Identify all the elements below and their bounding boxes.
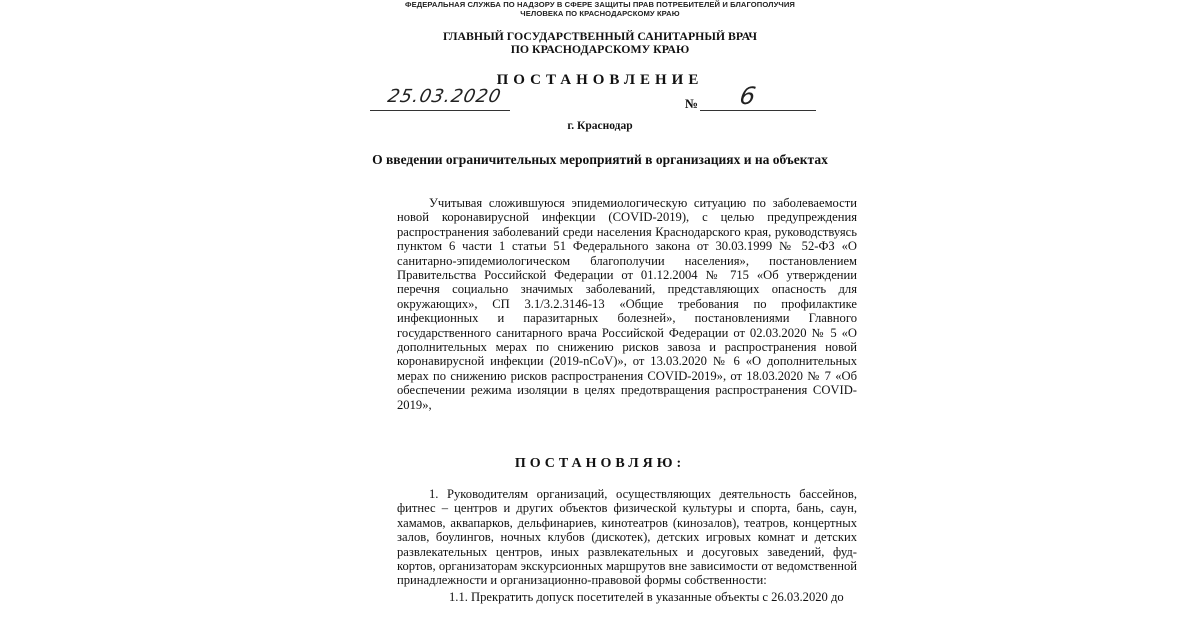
city-line: г. Краснодар bbox=[567, 120, 633, 132]
agency-line-2: ЧЕЛОВЕКА ПО КРАСНОДАРСКОМУ КРАЮ bbox=[520, 9, 680, 18]
preamble-block bbox=[397, 196, 857, 412]
preamble-paragraph: Учитывая сложившуюся эпидемиологическую ситуацию по заболеваемости новой коронавирусной инфекции (COVID-2019), с целью предупреждения распространения заболеваний среди населения Краснодарского края, руководствуясь пунктом 6 части 1 статьи 51 Федерального закона от 30.03.1999 № 52-ФЗ «О санитарно-эпидемиологическом благополучии населения», постановлением Правительства Российской Федерации от 01.12.2004 № 715 «Об утверждении перечня социально значимых заболеваний, представляющих опасность для окружающих», СП 3.1/3.2.3146-13 «Общие требования по профилактике инфекционных и паразитарных болезней», постановлениями Главного государственного санитарного врача Российской Федерации от 02.03.2020 № 5 «О дополнительных мерах по снижению рисков завоза и распространения новой коронавирусной инфекции (2019-nCoV)», от 13.03.2020 № 6 «О дополнительных мерах по снижению рисков распространения COVID-2019», от 18.03.2020 № 7 «Об обеспечении режима изоляции в целях предотвращения распространения COVID-2019», bbox=[397, 196, 857, 412]
handwritten-date: 25.03.2020 bbox=[385, 86, 504, 107]
document-subject: О введении ограничительных мероприятий в организациях и на объектах bbox=[372, 152, 828, 167]
decree-heading: ПОСТАНОВЛЯЮ: bbox=[514, 456, 686, 471]
item-1-1: 1.1. Прекратить допуск посетителей в указанные объекты с 26.03.2020 до bbox=[449, 589, 844, 604]
official-line-1: ГЛАВНЫЙ ГОСУДАРСТВЕННЫЙ САНИТАРНЫЙ ВРАЧ bbox=[443, 29, 757, 43]
number-field bbox=[700, 82, 816, 111]
document-title: ПОСТАНОВЛЕНИЕ bbox=[496, 72, 704, 88]
agency-header bbox=[360, 0, 840, 18]
official-line-2: ПО КРАСНОДАРСКОМУ КРАЮ bbox=[510, 42, 690, 56]
official-title bbox=[400, 30, 800, 56]
number-label: № bbox=[685, 96, 699, 111]
item-1: 1. Руководителям организаций, осуществляющих деятельность бассейнов, фитнес – центров и других объектов физической культуры и спорта, бань, саун, хамамов, аквапарков, дельфинариев, кинотеатров (кинозалов), театров, концертных залов, боулингов, ночных клубов (дискотек), детских игровых комнат и детских развлекательных центров, иных развлекательных и досуговых заведений, фуд-кортов, организаторам экскурсионных маршрутов вне зависимости от ведомственной принадлежности и организационно-правовой формы собственности: bbox=[397, 487, 857, 588]
agency-line-1: ФЕДЕРАЛЬНАЯ СЛУЖБА ПО НАДЗОРУ В СФЕРЕ ЗАЩИТЫ ПРАВ ПОТРЕБИТЕЛЕЙ И БЛАГОПОЛУЧИЯ bbox=[405, 0, 795, 9]
handwritten-number: 6 bbox=[737, 82, 758, 110]
decree-items bbox=[397, 487, 857, 604]
date-field bbox=[370, 88, 510, 111]
